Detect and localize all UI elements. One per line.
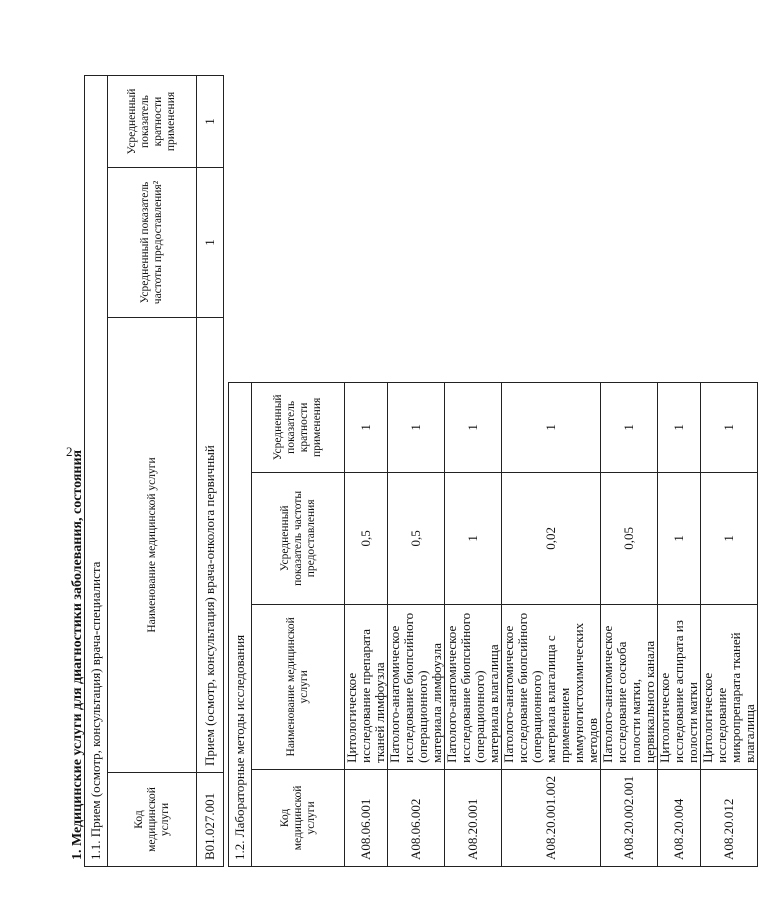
page-number: 2 (66, 444, 73, 459)
service-name: Патолого-анатомическое исследование соскоба полости матки, цервикального канала (601, 604, 658, 769)
table-row (658, 382, 701, 866)
service-name: Патолого-анатомическое исследование биопсийного (операционного) материала влагалища (445, 604, 502, 769)
frequency-value: 0,05 (601, 472, 658, 604)
header-frequency: Усредненный показатель частоты предоставления (252, 472, 345, 604)
table-row (601, 382, 658, 866)
multiplicity-value: 1 (197, 76, 224, 168)
table-row (345, 382, 388, 866)
laboratory-table (228, 382, 758, 867)
table-subtitle: 1.2. Лабораторные методы исследования (229, 382, 252, 866)
multiplicity-value: 1 (388, 382, 445, 472)
header-multiplicity: Усредненный показатель кратности применения (108, 76, 197, 168)
service-name: Прием (осмотр, консультация) врача-онколога первичный (197, 318, 224, 773)
service-code: A08.20.001 (445, 769, 502, 866)
frequency-value: 1 (197, 168, 224, 318)
service-name: Патолого-анатомическое исследование биопсийного (операционного) материала влагалища с применением иммуногистохимических методов (502, 604, 601, 769)
frequency-value: 0,5 (388, 472, 445, 604)
service-name: Цитологическое исследование препарата тканей лимфоузла (345, 604, 388, 769)
multiplicity-value: 1 (701, 382, 758, 472)
table-row (701, 382, 758, 866)
service-name: Цитологическое исследование микропрепарата тканей влагалища (701, 604, 758, 769)
table-row (388, 382, 445, 866)
header-multiplicity: Усредненный показатель кратности применения (252, 382, 345, 472)
multiplicity-value: 1 (345, 382, 388, 472)
service-code: A08.20.004 (658, 769, 701, 866)
service-name: Патолого-анатомическое исследование биопсийного (операционного) материала лимфоузла (388, 604, 445, 769)
header-frequency: Усредненный показатель частоты предоставления² (108, 168, 197, 318)
service-name: Цитологическое исследование аспирата из полости матки (658, 604, 701, 769)
table-row (502, 382, 601, 866)
frequency-value: 1 (445, 472, 502, 604)
multiplicity-value: 1 (658, 382, 701, 472)
header-code: Код медицинской услуги (108, 773, 197, 867)
frequency-value: 1 (701, 472, 758, 604)
header-name: Наименование медицинской услуги (252, 604, 345, 769)
multiplicity-value: 1 (502, 382, 601, 472)
service-code: A08.20.012 (701, 769, 758, 866)
frequency-value: 0,5 (345, 472, 388, 604)
table-row (197, 76, 224, 867)
consultation-table (84, 75, 224, 867)
header-code: Код медицинской услуги (252, 769, 345, 866)
service-code: A08.06.001 (345, 769, 388, 866)
table-subtitle: 1.1. Прием (осмотр, консультация) врача-специалиста (85, 76, 108, 867)
service-code: A08.06.002 (388, 769, 445, 866)
header-name: Наименование медицинской услуги (108, 318, 197, 773)
frequency-value: 0,02 (502, 472, 601, 604)
service-code: A08.20.001.002 (502, 769, 601, 866)
service-code: B01.027.001 (197, 773, 224, 867)
multiplicity-value: 1 (601, 382, 658, 472)
service-code: A08.20.002.001 (601, 769, 658, 866)
section-title: 1. Медицинские услуги для диагностики заболевания, состояния (70, 449, 85, 860)
table-row (445, 382, 502, 866)
multiplicity-value: 1 (445, 382, 502, 472)
frequency-value: 1 (658, 472, 701, 604)
